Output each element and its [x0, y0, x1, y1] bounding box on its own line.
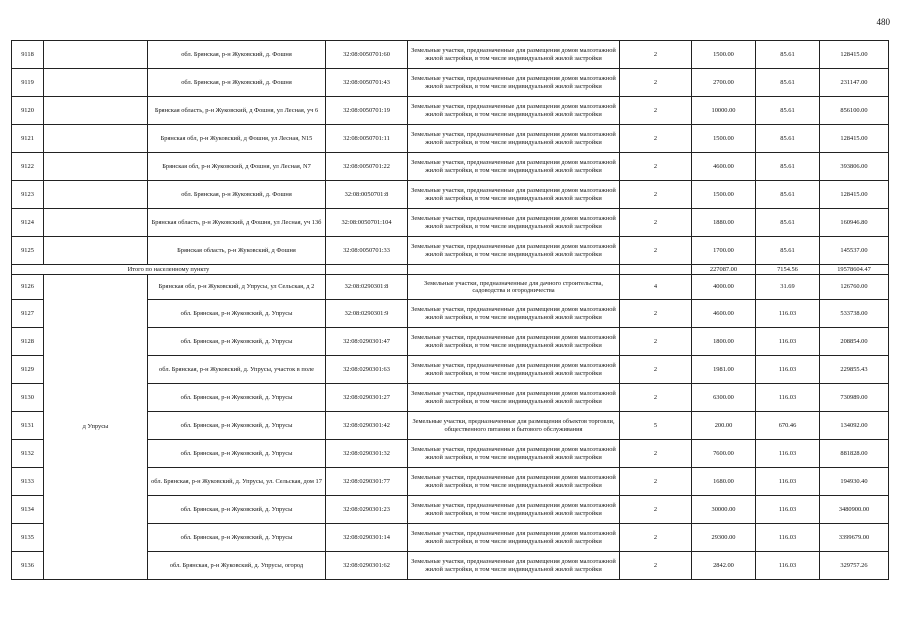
row-id: 9126 [12, 275, 44, 300]
cadastral-value: 329757.26 [820, 552, 889, 580]
cadastral-value: 393806.00 [820, 153, 889, 181]
row-id: 9133 [12, 468, 44, 496]
cadastral-number: 32:08:0050701:11 [326, 125, 408, 153]
total-empty-cadastral [326, 265, 408, 275]
purpose-group: 2 [620, 125, 692, 153]
specific-value: 85.61 [756, 97, 820, 125]
land-purpose: Земельные участки, предназначенные для дачного строительства, садоводства и огородничества [408, 275, 620, 300]
row-id: 9123 [12, 181, 44, 209]
row-id: 9136 [12, 552, 44, 580]
cadastral-number: 32:08:0290301:14 [326, 524, 408, 552]
area: 1981.00 [692, 356, 756, 384]
land-purpose: Земельные участки, предназначенные для размещения объектов торговли, общественного питания и бытового обслуживания [408, 412, 620, 440]
settlement-cell [44, 125, 148, 153]
cadastral-value: 881828.00 [820, 440, 889, 468]
cadastral-number: 32:08:0050701:60 [326, 41, 408, 69]
settlement-cell [44, 237, 148, 265]
address: обл. Брянская, р-н Жуковский, д. Упрусы [148, 300, 326, 328]
area: 1800.00 [692, 328, 756, 356]
specific-value: 85.61 [756, 41, 820, 69]
land-purpose: Земельные участки, предназначенные для размещения домов малоэтажной жилой застройки, в том числе индивидуальной жилой застройки [408, 153, 620, 181]
total-empty-purpose [408, 265, 620, 275]
cadastral-number: 32:08:0290301:47 [326, 328, 408, 356]
total-area: 227087.00 [692, 265, 756, 275]
cadastral-value: 134092.00 [820, 412, 889, 440]
table-row [12, 237, 889, 265]
purpose-group: 2 [620, 440, 692, 468]
cadastral-value: 533738.00 [820, 300, 889, 328]
settlement-cell [44, 153, 148, 181]
land-purpose: Земельные участки, предназначенные для размещения домов малоэтажной жилой застройки, в том числе индивидуальной жилой застройки [408, 181, 620, 209]
table-row [12, 97, 889, 125]
total-label: Итого по населенному пункту [12, 265, 326, 275]
purpose-group: 2 [620, 300, 692, 328]
specific-value: 116.03 [756, 384, 820, 412]
total-value: 19578604.47 [820, 265, 889, 275]
land-purpose: Земельные участки, предназначенные для размещения домов малоэтажной жилой застройки, в том числе индивидуальной жилой застройки [408, 209, 620, 237]
address: обл. Брянская, р-н Жуковский, д. Упрусы [148, 412, 326, 440]
address: обл. Брянская, р-н Жуковский, д. Упрусы [148, 384, 326, 412]
settlement-name: д Упрусы [44, 275, 148, 580]
address: обл. Брянская, р-н Жуковский, д. Упрусы [148, 496, 326, 524]
land-purpose: Земельные участки, предназначенные для размещения домов малоэтажной жилой застройки, в том числе индивидуальной жилой застройки [408, 468, 620, 496]
cadastral-number: 32:08:0290301:27 [326, 384, 408, 412]
area: 4600.00 [692, 153, 756, 181]
table-row [12, 209, 889, 237]
cadastral-number: 32:08:0050701:22 [326, 153, 408, 181]
cadastral-value: 3399679.00 [820, 524, 889, 552]
address: Брянская область, р-н Жуковский, д Фошня [148, 237, 326, 265]
table-row [12, 181, 889, 209]
row-id: 9131 [12, 412, 44, 440]
cadastral-number: 32:08:0290301:77 [326, 468, 408, 496]
address: обл. Брянская, р-н Жуковский, д. Упрусы [148, 524, 326, 552]
total-empty-group [620, 265, 692, 275]
cadastral-number: 32:08:0050701:19 [326, 97, 408, 125]
purpose-group: 2 [620, 237, 692, 265]
row-id: 9125 [12, 237, 44, 265]
area: 1500.00 [692, 125, 756, 153]
cadastral-number: 32:08:0050701:33 [326, 237, 408, 265]
purpose-group: 2 [620, 524, 692, 552]
cadastral-value: 730989.00 [820, 384, 889, 412]
land-purpose: Земельные участки, предназначенные для размещения домов малоэтажной жилой застройки, в том числе индивидуальной жилой застройки [408, 125, 620, 153]
cadastral-value: 229855.43 [820, 356, 889, 384]
address: обл. Брянская, р-н Жуковский, д. Упрусы, участок в поле [148, 356, 326, 384]
area: 1880.00 [692, 209, 756, 237]
purpose-group: 5 [620, 412, 692, 440]
cadastral-number: 32:08:0050701:104 [326, 209, 408, 237]
address: обл. Брянская, р-н Жуковский, д. Фошня [148, 181, 326, 209]
cadastral-value: 126760.00 [820, 275, 889, 300]
address: обл. Брянская, р-н Жуковский, д. Упрусы [148, 328, 326, 356]
specific-value: 116.03 [756, 300, 820, 328]
land-purpose: Земельные участки, предназначенные для размещения домов малоэтажной жилой застройки, в том числе индивидуальной жилой застройки [408, 237, 620, 265]
settlement-cell [44, 181, 148, 209]
land-purpose: Земельные участки, предназначенные для размещения домов малоэтажной жилой застройки, в том числе индивидуальной жилой застройки [408, 328, 620, 356]
area: 7600.00 [692, 440, 756, 468]
land-purpose: Земельные участки, предназначенные для размещения домов малоэтажной жилой застройки, в том числе индивидуальной жилой застройки [408, 524, 620, 552]
settlement-cell [44, 41, 148, 69]
total-block [12, 265, 889, 275]
cadastral-value: 231147.00 [820, 69, 889, 97]
specific-value: 85.61 [756, 181, 820, 209]
cadastral-number: 32:08:0290301:32 [326, 440, 408, 468]
specific-value: 670.46 [756, 412, 820, 440]
land-purpose: Земельные участки, предназначенные для размещения домов малоэтажной жилой застройки, в том числе индивидуальной жилой застройки [408, 552, 620, 580]
purpose-group: 2 [620, 384, 692, 412]
row-id: 9127 [12, 300, 44, 328]
purpose-group: 2 [620, 496, 692, 524]
cadastral-value: 856100.00 [820, 97, 889, 125]
specific-value: 31.69 [756, 275, 820, 300]
row-id: 9135 [12, 524, 44, 552]
specific-value: 116.03 [756, 356, 820, 384]
area: 6300.00 [692, 384, 756, 412]
specific-value: 85.61 [756, 125, 820, 153]
specific-value: 85.61 [756, 153, 820, 181]
purpose-group: 2 [620, 181, 692, 209]
address: обл. Брянская, р-н Жуковский, д. Фошня [148, 41, 326, 69]
address: Брянская обл, р-н Жуковский, д Фошня, ул Лесная, N15 [148, 125, 326, 153]
table-row [12, 41, 889, 69]
address: Брянская обл, р-н Жуковский, д Фошня, ул Лесная, N7 [148, 153, 326, 181]
purpose-group: 2 [620, 69, 692, 97]
cadastral-value: 160946.80 [820, 209, 889, 237]
rows-before-total [12, 41, 889, 265]
purpose-group: 2 [620, 468, 692, 496]
specific-value: 85.61 [756, 209, 820, 237]
cadastral-number: 32:08:0050701:8 [326, 181, 408, 209]
land-purpose: Земельные участки, предназначенные для размещения домов малоэтажной жилой застройки, в том числе индивидуальной жилой застройки [408, 356, 620, 384]
cadastral-number: 32:08:0290301:62 [326, 552, 408, 580]
table-row [12, 69, 889, 97]
area: 1500.00 [692, 181, 756, 209]
row-id: 9130 [12, 384, 44, 412]
purpose-group: 2 [620, 209, 692, 237]
cadastral-number: 32:08:0290301:63 [326, 356, 408, 384]
purpose-group: 4 [620, 275, 692, 300]
row-id: 9119 [12, 69, 44, 97]
land-purpose: Земельные участки, предназначенные для размещения домов малоэтажной жилой застройки, в том числе индивидуальной жилой застройки [408, 300, 620, 328]
address: обл. Брянская, р-н Жуковский, д. Фошня [148, 69, 326, 97]
row-id: 9121 [12, 125, 44, 153]
purpose-group: 2 [620, 356, 692, 384]
purpose-group: 2 [620, 328, 692, 356]
cadastral-value: 128415.00 [820, 181, 889, 209]
cadastral-value: 194930.40 [820, 468, 889, 496]
area: 2842.00 [692, 552, 756, 580]
settlement-cell [44, 209, 148, 237]
address: Брянская обл, р-н Жуковский, д Упрусы, ул Сельская, д 2 [148, 275, 326, 300]
area: 1500.00 [692, 41, 756, 69]
area: 10000.00 [692, 97, 756, 125]
area: 1700.00 [692, 237, 756, 265]
purpose-group: 2 [620, 153, 692, 181]
address: обл. Брянская, р-н Жуковский, д. Упрусы, ул. Сельская, дом 17 [148, 468, 326, 496]
row-id: 9124 [12, 209, 44, 237]
address: Брянская область, р-н Жуковский, д Фошня, ул Лесная, уч 6 [148, 97, 326, 125]
purpose-group: 2 [620, 552, 692, 580]
specific-value: 116.03 [756, 524, 820, 552]
row-id: 9122 [12, 153, 44, 181]
land-purpose: Земельные участки, предназначенные для размещения домов малоэтажной жилой застройки, в том числе индивидуальной жилой застройки [408, 384, 620, 412]
area: 4600.00 [692, 300, 756, 328]
area: 29300.00 [692, 524, 756, 552]
address: обл. Брянская, р-н Жуковский, д. Упрусы [148, 440, 326, 468]
specific-value: 85.61 [756, 237, 820, 265]
land-purpose: Земельные участки, предназначенные для размещения домов малоэтажной жилой застройки, в том числе индивидуальной жилой застройки [408, 41, 620, 69]
area: 1680.00 [692, 468, 756, 496]
cadastral-value: 128415.00 [820, 41, 889, 69]
area: 4000.00 [692, 275, 756, 300]
row-id: 9128 [12, 328, 44, 356]
specific-value: 116.03 [756, 496, 820, 524]
cadastral-value: 208854.00 [820, 328, 889, 356]
area: 30000.00 [692, 496, 756, 524]
rows-after-total [12, 275, 889, 580]
purpose-group: 2 [620, 97, 692, 125]
cadastral-value: 3480900.00 [820, 496, 889, 524]
row-id: 9118 [12, 41, 44, 69]
total-row [12, 265, 889, 275]
settlement-cell [44, 97, 148, 125]
area: 200.00 [692, 412, 756, 440]
row-id: 9120 [12, 97, 44, 125]
area: 2700.00 [692, 69, 756, 97]
specific-value: 116.03 [756, 440, 820, 468]
cadastral-number: 32:08:0290301:9 [326, 300, 408, 328]
cadastral-number: 32:08:0290301:23 [326, 496, 408, 524]
land-purpose: Земельные участки, предназначенные для размещения домов малоэтажной жилой застройки, в том числе индивидуальной жилой застройки [408, 496, 620, 524]
cadastral-number: 32:08:0290301:42 [326, 412, 408, 440]
cadastral-value: 128415.00 [820, 125, 889, 153]
land-purpose: Земельные участки, предназначенные для размещения домов малоэтажной жилой застройки, в том числе индивидуальной жилой застройки [408, 97, 620, 125]
specific-value: 116.03 [756, 552, 820, 580]
settlement-cell [44, 69, 148, 97]
row-id: 9132 [12, 440, 44, 468]
row-id: 9134 [12, 496, 44, 524]
table-row [12, 275, 889, 300]
cadastral-value: 145537.00 [820, 237, 889, 265]
purpose-group: 2 [620, 41, 692, 69]
page-number: 480 [876, 17, 890, 27]
land-registry-table [11, 40, 889, 580]
specific-value: 116.03 [756, 328, 820, 356]
land-purpose: Земельные участки, предназначенные для размещения домов малоэтажной жилой застройки, в том числе индивидуальной жилой застройки [408, 440, 620, 468]
table-row [12, 153, 889, 181]
address: обл. Брянская, р-н Жуковский, д. Упрусы, огород [148, 552, 326, 580]
cadastral-number: 32:08:0050701:43 [326, 69, 408, 97]
specific-value: 116.03 [756, 468, 820, 496]
address: Брянская область, р-н Жуковский, д Фошня, ул Лесная, уч 13б [148, 209, 326, 237]
cadastral-number: 32:08:0290301:8 [326, 275, 408, 300]
land-purpose: Земельные участки, предназначенные для размещения домов малоэтажной жилой застройки, в том числе индивидуальной жилой застройки [408, 69, 620, 97]
total-rate: 7154.56 [756, 265, 820, 275]
table-row [12, 125, 889, 153]
specific-value: 85.61 [756, 69, 820, 97]
row-id: 9129 [12, 356, 44, 384]
